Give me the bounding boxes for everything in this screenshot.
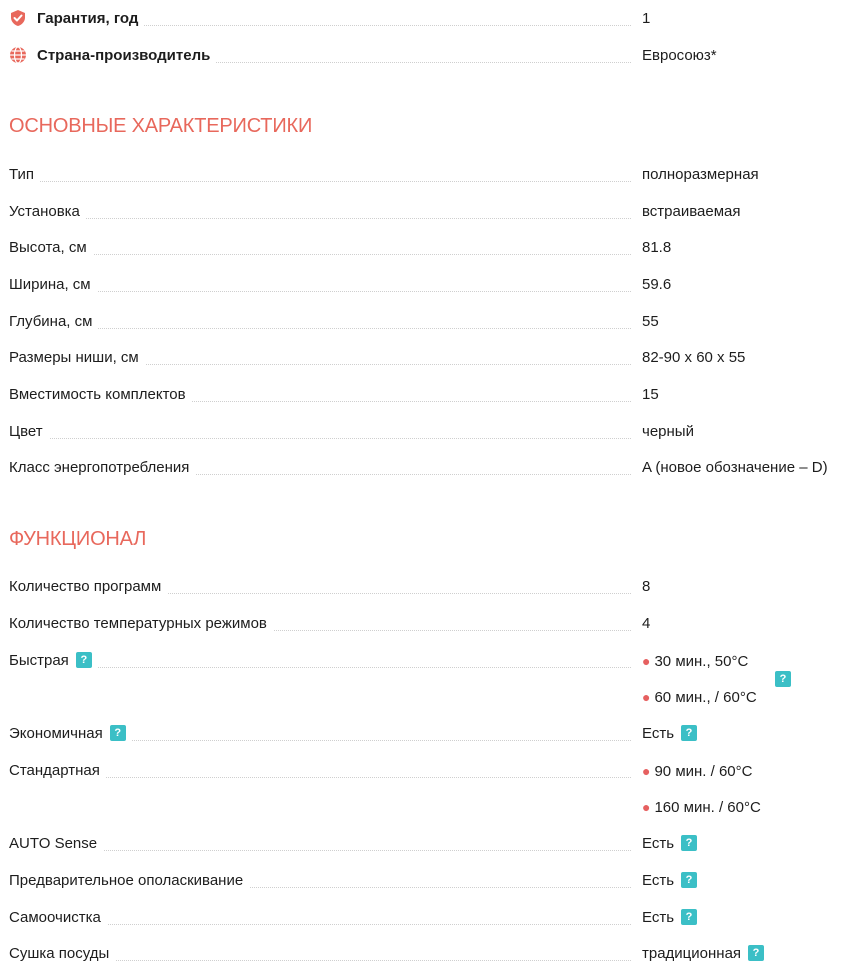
spec-value: A (новое обозначение – D)	[642, 459, 828, 476]
spec-label: Тип	[9, 165, 40, 185]
spec-label: Цвет	[9, 422, 49, 442]
spec-value: Есть	[642, 725, 675, 742]
spec-value: традиционная	[642, 945, 742, 962]
help-icon[interactable]: ?	[775, 671, 791, 687]
spec-row	[0, 312, 846, 332]
spec-label: Гарантия, год	[37, 10, 139, 27]
spec-row	[0, 422, 846, 442]
dotted-leader	[9, 328, 631, 329]
spec-label: Глубина, см	[9, 312, 98, 332]
spec-row	[0, 385, 846, 405]
spec-value	[642, 761, 752, 782]
spec-row-country	[0, 46, 846, 66]
spec-value: Есть	[642, 872, 675, 889]
help-icon[interactable]: ?	[681, 909, 697, 925]
spec-row	[0, 458, 846, 478]
spec-value: 59.6	[642, 276, 672, 293]
bullet-icon: ●	[642, 689, 651, 705]
spec-label: Самоочистка	[9, 908, 107, 928]
spec-label: Стандартная	[9, 761, 106, 781]
section-title-func: ФУНКЦИОНАЛ	[9, 528, 147, 550]
help-icon[interactable]: ?	[76, 652, 92, 668]
spec-row-selfclean	[0, 908, 846, 928]
spec-value: 4	[642, 615, 651, 632]
spec-label: Страна-производитель	[37, 47, 211, 64]
spec-row-fast-cont	[0, 687, 846, 707]
help-icon[interactable]: ?	[681, 725, 697, 741]
bullet-icon: ●	[642, 799, 651, 815]
option-value: 160 мин. / 60°C	[654, 799, 761, 816]
spec-label: Предварительное ополаскивание	[9, 871, 249, 891]
spec-value: 1	[642, 10, 651, 27]
help-icon[interactable]: ?	[681, 835, 697, 851]
spec-row-standard	[0, 761, 846, 781]
spec-label: Количество температурных режимов	[9, 614, 273, 634]
spec-label: Установка	[9, 202, 86, 222]
spec-value: 15	[642, 386, 659, 403]
dotted-leader	[9, 438, 631, 439]
spec-row	[0, 238, 846, 258]
spec-row-eco	[0, 724, 846, 744]
globe-icon	[9, 46, 27, 64]
spec-value	[642, 687, 757, 708]
dotted-leader	[9, 291, 631, 292]
spec-label: Количество программ	[9, 577, 167, 597]
help-icon[interactable]: ?	[748, 945, 764, 961]
help-icon[interactable]: ?	[681, 872, 697, 888]
spec-row-prerinse	[0, 871, 846, 891]
spec-label: Ширина, см	[9, 275, 97, 295]
help-icon[interactable]: ?	[110, 725, 126, 741]
dotted-leader	[9, 667, 631, 668]
spec-row-temps	[0, 614, 846, 634]
dotted-leader	[9, 218, 631, 219]
spec-row-programs	[0, 577, 846, 597]
spec-row-auto	[0, 834, 846, 854]
dotted-leader	[9, 181, 631, 182]
spec-row	[0, 348, 846, 368]
spec-label: Экономичная	[9, 725, 103, 742]
bullet-icon: ●	[642, 653, 651, 669]
spec-value	[642, 651, 748, 672]
spec-value: Есть	[642, 835, 675, 852]
spec-row	[0, 275, 846, 295]
option-value: 90 мин. / 60°C	[654, 763, 753, 780]
dotted-leader	[9, 254, 631, 255]
section-title-main: ОСНОВНЫЕ ХАРАКТЕРИСТИКИ	[9, 115, 313, 137]
spec-value: 81.8	[642, 239, 672, 256]
spec-label: Высота, см	[9, 238, 93, 258]
spec-row-fast	[0, 651, 846, 671]
spec-label: Быстрая	[9, 652, 69, 669]
spec-row	[0, 165, 846, 185]
spec-value: полноразмерная	[642, 166, 759, 183]
spec-value: Есть	[642, 909, 675, 926]
spec-value: 8	[642, 578, 651, 595]
spec-value: 82-90 x 60 x 55	[642, 349, 746, 366]
spec-label: Вместимость комплектов	[9, 385, 192, 405]
spec-label: Класс энергопотребления	[9, 458, 195, 478]
spec-value: 55	[642, 313, 659, 330]
spec-row-warranty	[0, 9, 846, 29]
spec-value	[642, 797, 761, 818]
spec-label: Размеры ниши, см	[9, 348, 145, 368]
spec-label: AUTO Sense	[9, 834, 103, 854]
option-value: 60 мин., / 60°C	[654, 689, 757, 706]
spec-value: встраиваемая	[642, 203, 741, 220]
spec-row-drying	[0, 944, 846, 964]
spec-value: черный	[642, 423, 694, 440]
spec-value: Евросоюз*	[642, 47, 717, 64]
spec-row-standard-cont	[0, 797, 846, 817]
bullet-icon: ●	[642, 763, 651, 779]
shield-check-icon	[9, 9, 27, 27]
spec-row	[0, 202, 846, 222]
option-value: 30 мин., 50°C	[654, 653, 749, 670]
spec-label: Сушка посуды	[9, 944, 115, 964]
